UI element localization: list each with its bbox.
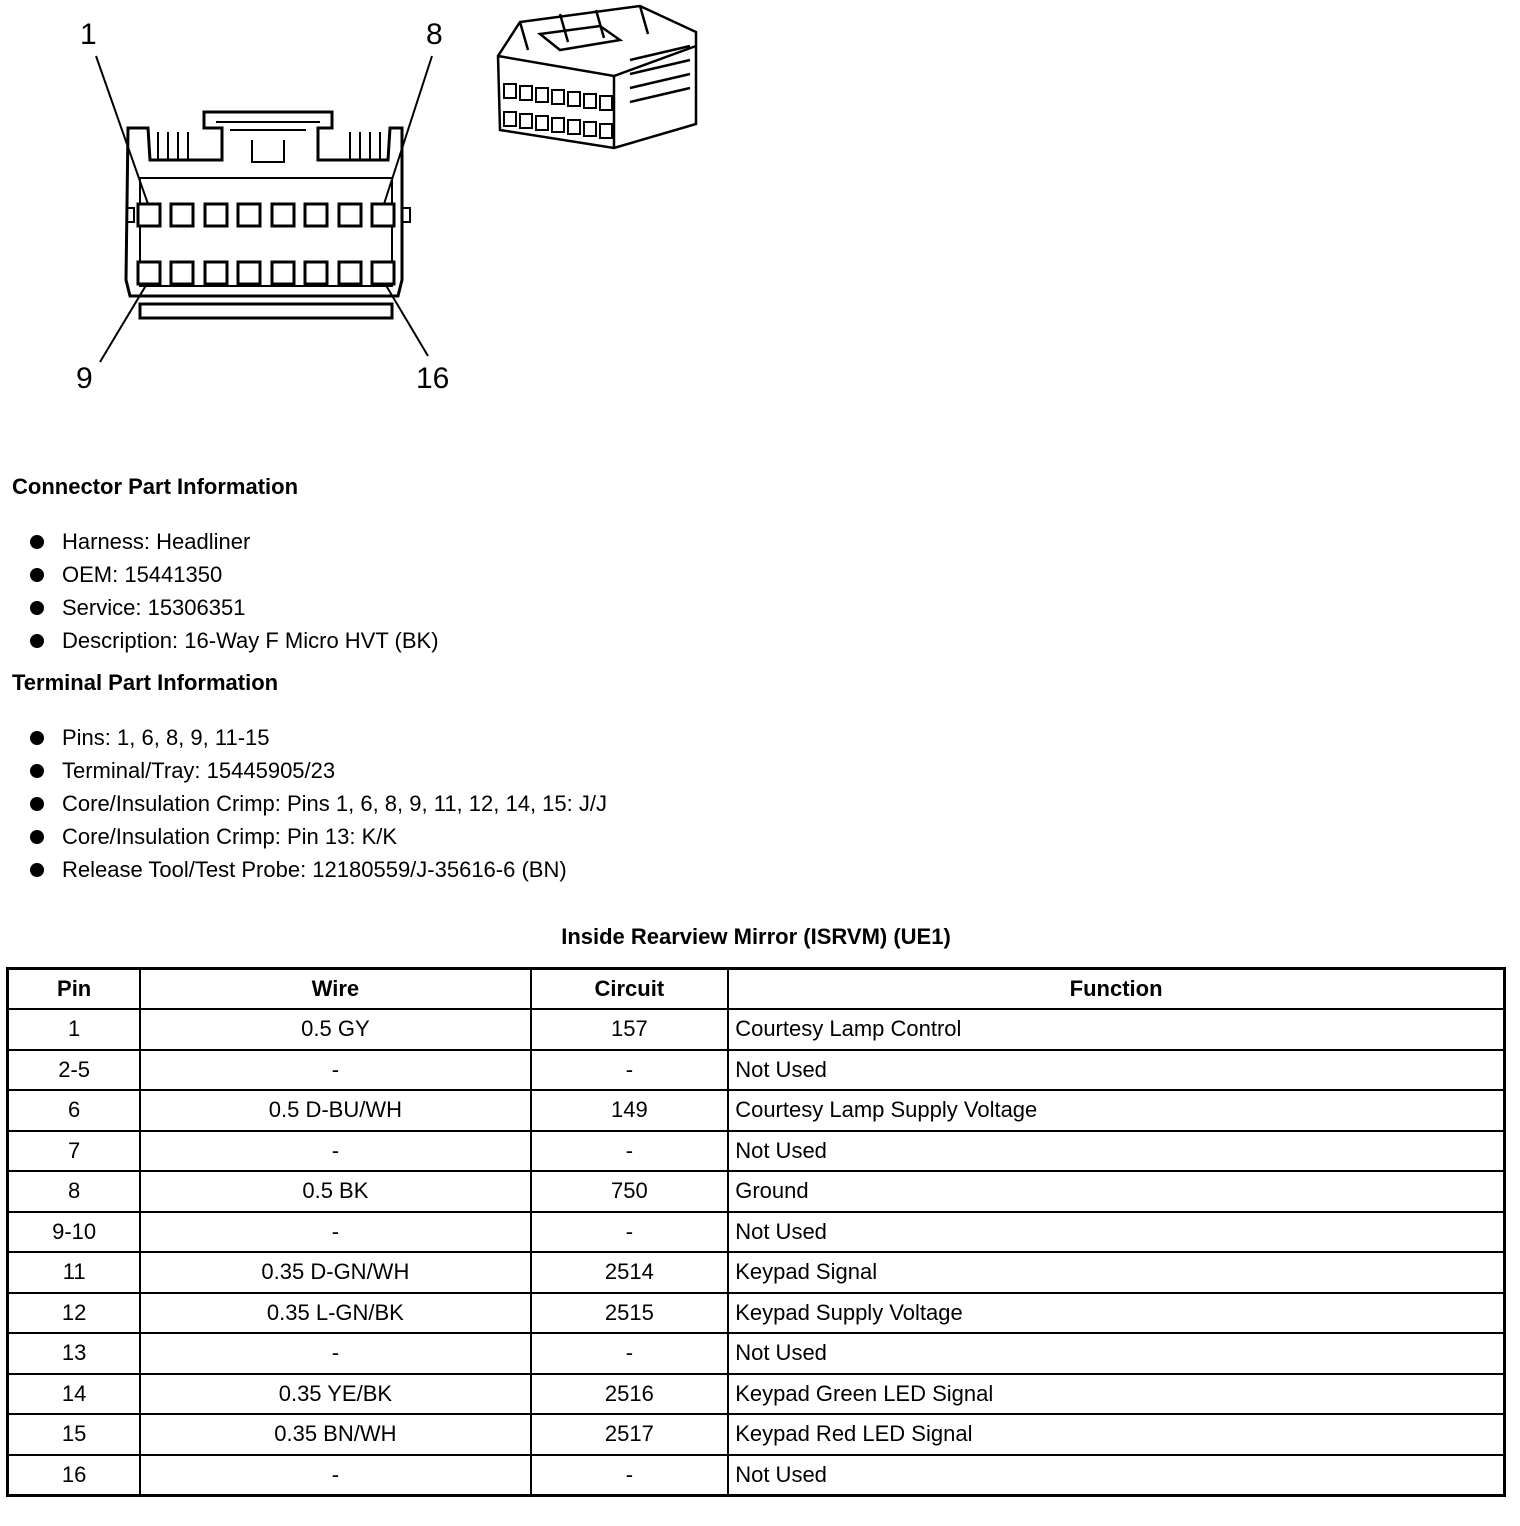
terminal-info-list: [28, 721, 607, 886]
table-row: [8, 1131, 1505, 1172]
terminal-cavity-6: [305, 204, 327, 226]
list-item: Core/Insulation Crimp: Pin 13: K/K: [28, 820, 607, 853]
column-header-function: Function: [728, 969, 1504, 1010]
list-item: Service: 15306351: [28, 591, 439, 624]
cell-circuit: 2517: [531, 1414, 729, 1455]
cell-circuit: -: [531, 1050, 729, 1091]
column-header-circuit: Circuit: [531, 969, 729, 1010]
connector-info-title: Connector Part Information: [12, 474, 299, 499]
cell-wire: -: [140, 1131, 530, 1172]
cell-function: Not Used: [728, 1212, 1504, 1253]
cell-pin: 14: [8, 1374, 141, 1415]
cell-circuit: 157: [531, 1009, 729, 1050]
connector-diagram: [0, 0, 720, 420]
cell-circuit: 2515: [531, 1293, 729, 1334]
leader-line-pin-1: [96, 56, 148, 204]
terminal-cavity-2: [171, 204, 193, 226]
list-item: Harness: Headliner: [28, 525, 439, 558]
terminal-cavity-5: [272, 204, 294, 226]
cell-wire: 0.35 D-GN/WH: [140, 1252, 530, 1293]
cell-pin: 7: [8, 1131, 141, 1172]
table-row: [8, 1090, 1505, 1131]
terminal-cavity-9: [138, 262, 160, 284]
table-header-row: [8, 969, 1505, 1010]
cell-function: Keypad Supply Voltage: [728, 1293, 1504, 1334]
table-row: [8, 1050, 1505, 1091]
connector-info-list: [28, 525, 439, 657]
table-row: [8, 1009, 1505, 1050]
bullet-icon: [30, 863, 44, 877]
cell-pin: 2-5: [8, 1050, 141, 1091]
cell-function: Not Used: [728, 1131, 1504, 1172]
pin-label-9: 9: [76, 362, 93, 395]
cell-wire: -: [140, 1333, 530, 1374]
bullet-icon: [30, 634, 44, 648]
cell-circuit: -: [531, 1131, 729, 1172]
terminal-cavity-11: [205, 262, 227, 284]
terminal-cavity-8: [372, 204, 394, 226]
cell-pin: 16: [8, 1455, 141, 1496]
terminal-cavity-10: [171, 262, 193, 284]
cell-function: Not Used: [728, 1455, 1504, 1496]
terminal-cavity-15: [339, 262, 361, 284]
cell-pin: 8: [8, 1171, 141, 1212]
cell-circuit: 149: [531, 1090, 729, 1131]
terminal-cavity-4: [238, 204, 260, 226]
column-header-pin: Pin: [8, 969, 141, 1010]
list-item: Description: 16-Way F Micro HVT (BK): [28, 624, 439, 657]
list-item: OEM: 15441350: [28, 558, 439, 591]
cell-circuit: -: [531, 1212, 729, 1253]
terminal-cavity-7: [339, 204, 361, 226]
pinout-table: [6, 967, 1506, 1497]
cell-function: Keypad Signal: [728, 1252, 1504, 1293]
table-row: [8, 1414, 1505, 1455]
list-item: Core/Insulation Crimp: Pins 1, 6, 8, 9, 11, 12, 14, 15: J/J: [28, 787, 607, 820]
cell-circuit: 2516: [531, 1374, 729, 1415]
cell-wire: -: [140, 1455, 530, 1496]
cell-function: Not Used: [728, 1050, 1504, 1091]
cell-pin: 15: [8, 1414, 141, 1455]
bullet-icon: [30, 568, 44, 582]
table-row: [8, 1252, 1505, 1293]
cell-circuit: -: [531, 1333, 729, 1374]
cell-circuit: 2514: [531, 1252, 729, 1293]
cell-pin: 1: [8, 1009, 141, 1050]
cell-function: Keypad Green LED Signal: [728, 1374, 1504, 1415]
cell-pin: 9-10: [8, 1212, 141, 1253]
cell-wire: 0.5 D-BU/WH: [140, 1090, 530, 1131]
cell-wire: 0.5 GY: [140, 1009, 530, 1050]
cell-circuit: -: [531, 1455, 729, 1496]
cell-wire: 0.35 YE/BK: [140, 1374, 530, 1415]
connector-side-notches: [126, 208, 410, 222]
cell-circuit: 750: [531, 1171, 729, 1212]
terminal-cavity-16: [372, 262, 394, 284]
column-header-wire: Wire: [140, 969, 530, 1010]
bullet-icon: [30, 731, 44, 745]
table-row: [8, 1212, 1505, 1253]
terminal-info-title: Terminal Part Information: [12, 670, 279, 695]
cell-pin: 13: [8, 1333, 141, 1374]
cell-pin: 12: [8, 1293, 141, 1334]
pin-label-8: 8: [426, 18, 443, 51]
leader-line-pin-9: [100, 282, 148, 362]
connector-latch: [216, 122, 320, 162]
list-item: Release Tool/Test Probe: 12180559/J-35616-6 (BN): [28, 853, 607, 886]
cell-wire: 0.35 L-GN/BK: [140, 1293, 530, 1334]
list-item: Terminal/Tray: 15445905/23: [28, 754, 607, 787]
table-row: [8, 1374, 1505, 1415]
table-body: [8, 1009, 1505, 1495]
cell-function: Not Used: [728, 1333, 1504, 1374]
table-row: [8, 1455, 1505, 1496]
connector-bottom-rail: [140, 304, 392, 318]
bullet-icon: [30, 601, 44, 615]
terminal-cavity-13: [272, 262, 294, 284]
table-row: [8, 1333, 1505, 1374]
list-item: Pins: 1, 6, 8, 9, 11-15: [28, 721, 607, 754]
pin-label-16: 16: [416, 362, 450, 395]
cell-function: Courtesy Lamp Supply Voltage: [728, 1090, 1504, 1131]
table-row: [8, 1293, 1505, 1334]
cell-wire: -: [140, 1212, 530, 1253]
terminal-cavity-3: [205, 204, 227, 226]
connector-ribs: [158, 132, 380, 160]
terminal-cavity-14: [305, 262, 327, 284]
cell-wire: 0.35 BN/WH: [140, 1414, 530, 1455]
cell-function: Keypad Red LED Signal: [728, 1414, 1504, 1455]
cell-function: Ground: [728, 1171, 1504, 1212]
connector-isometric-view: [498, 6, 696, 148]
pin-label-1: 1: [80, 18, 97, 51]
table-row: [8, 1171, 1505, 1212]
terminal-cavity-12: [238, 262, 260, 284]
bullet-icon: [30, 830, 44, 844]
cell-function: Courtesy Lamp Control: [728, 1009, 1504, 1050]
cell-pin: 6: [8, 1090, 141, 1131]
bullet-icon: [30, 535, 44, 549]
cell-wire: -: [140, 1050, 530, 1091]
cell-pin: 11: [8, 1252, 141, 1293]
bullet-icon: [30, 764, 44, 778]
table-title: Inside Rearview Mirror (ISRVM) (UE1): [561, 924, 951, 949]
bullet-icon: [30, 797, 44, 811]
cell-wire: 0.5 BK: [140, 1171, 530, 1212]
terminal-cavity-1: [138, 204, 160, 226]
